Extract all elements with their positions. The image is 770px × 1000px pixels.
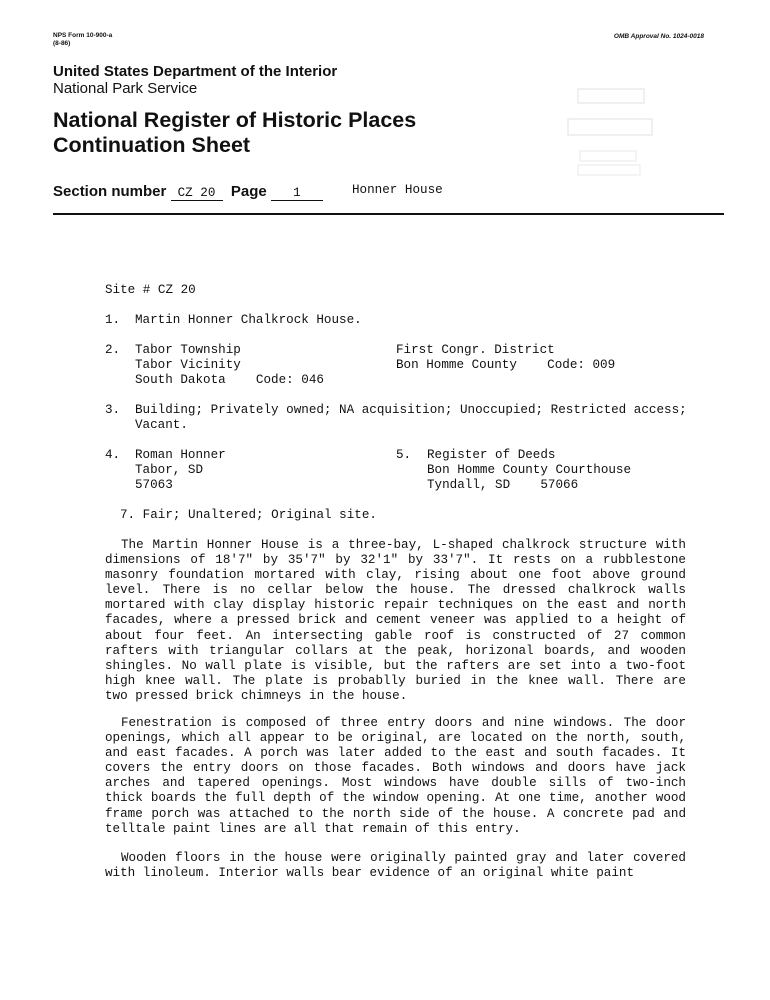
item-7: 7. Fair; Unaltered; Original site. <box>120 508 377 522</box>
item-2-left-line: South Dakota Code: 046 <box>135 373 324 387</box>
page-number-value: 1 <box>271 186 323 201</box>
form-number: NPS Form 10-900-a (8-86) <box>53 32 113 47</box>
item-3-line: Building; Privately owned; NA acquisition; Unoccupied; Restricted access; <box>135 403 687 417</box>
item-4-line: 57063 <box>135 478 173 492</box>
property-name: Honner House <box>352 183 443 197</box>
section-number-value: CZ 20 <box>171 186 223 201</box>
section-row: Section number CZ 20 Page 1 <box>53 183 323 201</box>
item-4-number: 4. <box>105 448 121 462</box>
item-5-line: Bon Homme County Courthouse <box>427 463 632 477</box>
item-4-line: Roman Honner <box>135 448 226 462</box>
item-1-number: 1. <box>105 313 121 327</box>
description-paragraph: Wooden floors in the house were originally painted gray and later covered with linoleum. Interior walls bear evidence of an original white paint <box>105 851 686 881</box>
page-title: National Register of Historic Places <box>53 108 417 132</box>
item-3-line: Vacant. <box>135 418 188 432</box>
item-4-line: Tabor, SD <box>135 463 204 477</box>
item-5-line: Tyndall, SD 57066 <box>427 478 579 492</box>
received-stamp <box>560 85 670 185</box>
department-heading: United States Department of the Interior <box>53 63 338 80</box>
item-2-left-line: Tabor Vicinity <box>135 358 241 372</box>
service-heading: National Park Service <box>53 80 198 97</box>
description-paragraph: Fenestration is composed of three entry doors and nine windows. The door openings, which all appear to be original, are located on the north, south, and east facades. A porch was later added to the east and south facades. It covers the entry doors on those facades. Both windows and doors have jack arches and tapered openings. Most windows have double sills of two-inch thick boards the full depth of the window opening. At one time, another wood frame porch was attached to the north side of the house. A concrete pad and telltale paint lines are all that remain of this entry. <box>105 716 686 836</box>
item-2-left-line: Tabor Township <box>135 343 241 357</box>
header-divider <box>53 213 724 215</box>
item-2-right-line: First Congr. District <box>396 343 555 357</box>
page-subtitle: Continuation Sheet <box>53 133 251 157</box>
description-paragraph: The Martin Honner House is a three-bay, L-shaped chalkrock structure with dimensions of 18'7" by 35'7" by 32'1" by 33'7". It rests on a rubblestone masonry foundation mortared with clay, rising about one foot above ground level. There is no cellar below the house. The dressed chalkrock walls mortared with clay display historic repair techniques on the east and north facades, where a pressed brick and cement veneer was applied to a height of about four feet. An intersecting gable roof is constructed of 27 common rafters with triangular collars at the peak, horizonal boards, and wooden shingles. No wall plate is visible, but the rafters are set into a two-foot high knee wall. The plate is probablly buried in the knee wall. There are two pressed brick chimneys in the house. <box>105 538 686 703</box>
item-1-text: Martin Honner Chalkrock House. <box>135 313 362 327</box>
item-3-number: 3. <box>105 403 121 417</box>
item-2-number: 2. <box>105 343 121 357</box>
omb-approval: OMB Approval No. 1024-0018 <box>613 33 704 40</box>
site-number: Site # CZ 20 <box>105 283 196 297</box>
item-5-line: Register of Deeds <box>427 448 556 462</box>
item-5-number: 5. <box>396 448 412 462</box>
item-2-right-line: Bon Homme County Code: 009 <box>396 358 616 372</box>
